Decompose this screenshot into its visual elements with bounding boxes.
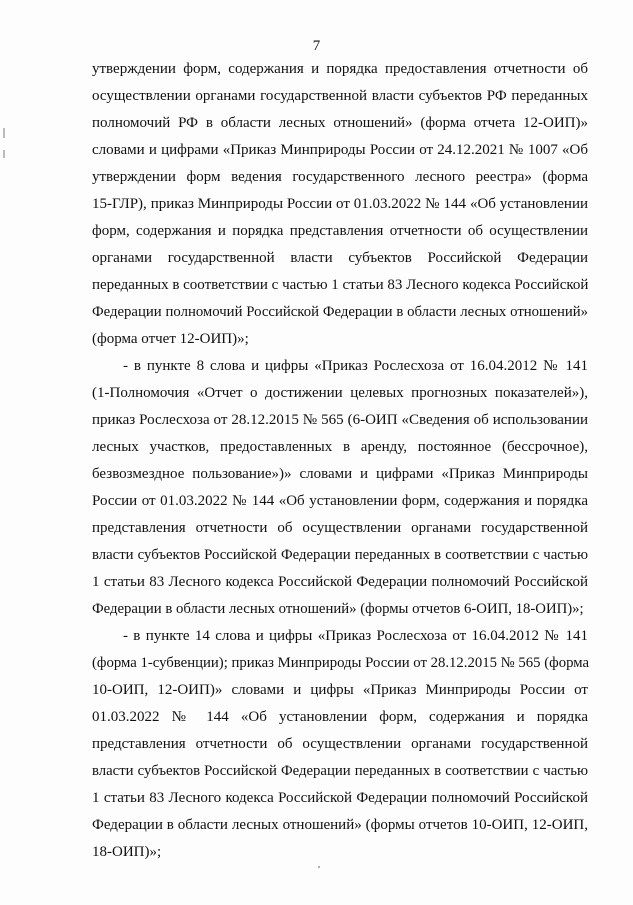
text-line: (1-Полномочия «Отчет о достижении целевых прогнозных показателей»), [92, 385, 588, 401]
text-line: полномочий РФ в области лесных отношений» (форма отчета 12-ОИП)» [92, 115, 588, 131]
text-line: утверждении форм ведения государственного лесного реестра» (форма [92, 169, 588, 185]
text-line: Федерации в области лесных отношений» (формы отчетов 6-ОИП, 18-ОИП)»; [92, 601, 584, 617]
text-line: - в пункте 8 слова и цифры «Приказ Рослесхоза от 16.04.2012 № 141 [123, 358, 588, 374]
text-line: органами государственной власти субъектов Российской Федерации [92, 250, 588, 266]
text-line: утверждении форм, содержания и порядка предоставления отчетности об [92, 61, 588, 77]
text-line: России от 01.03.2022 № 144 «Об установлении форм, содержания и порядка [92, 493, 588, 509]
text-line: переданных в соответствии с частью 1 статьи 83 Лесного кодекса Российской [92, 277, 589, 293]
text-line: 10-ОИП, 12-ОИП)» словами и цифры «Приказ Минприроды России от [92, 682, 588, 698]
text-line: 1 статьи 83 Лесного кодекса Российской Федерации полномочий Российской [92, 790, 588, 806]
text-line: 01.03.2022 № 144 «Об установлении форм, содержания и порядка [92, 709, 588, 725]
text-line: 18-ОИП)»; [92, 844, 162, 860]
text-line: Федерации полномочий Российской Федерации в области лесных отношений» [92, 304, 588, 320]
scan-margin-mark [3, 128, 5, 138]
text-line: осуществлении органами государственной власти субъектов РФ переданных [92, 88, 588, 104]
text-line: Федерации в области лесных отношений» (формы отчетов 10-ОИП, 12-ОИП, [92, 817, 588, 833]
text-line: форм, содержания и порядка представления отчетности об осуществлении [92, 223, 588, 239]
text-line: лесных участков, предоставленных в аренду, постоянное (бессрочное), [92, 439, 588, 455]
text-line: словами и цифрами «Приказ Минприроды России от 24.12.2021 № 1007 «Об [92, 142, 588, 158]
text-line: приказ Рослесхоза от 28.12.2015 № 565 (6-ОИП «Сведения об использовании [92, 412, 588, 428]
scan-speck [318, 866, 320, 868]
scan-margin-mark [3, 150, 5, 158]
text-line: представления отчетности об осуществлении органами государственной [92, 736, 588, 752]
text-line: (форма отчет 12-ОИП)»; [92, 331, 249, 347]
text-line: власти субъектов Российской Федерации переданных в соответствии с частью [92, 763, 588, 779]
text-line: 1 статьи 83 Лесного кодекса Российской Федерации полномочий Российской [92, 574, 588, 590]
text-line: - в пункте 14 слова и цифры «Приказ Рослесхоза от 16.04.2012 № 141 [123, 628, 588, 644]
text-line: безвозмездное пользование»)» словами и цифрами «Приказ Минприроды [92, 466, 588, 482]
page-number: 7 [312, 38, 321, 54]
text-line: власти субъектов Российской Федерации переданных в соответствии с частью [92, 547, 588, 563]
text-line: (форма 1-субвенции); приказ Минприроды России от 28.12.2015 № 565 (форма [92, 655, 590, 671]
text-line: 15-ГЛР), приказ Минприроды России от 01.03.2022 № 144 «Об установлении [92, 196, 588, 212]
text-line: представления отчетности об осуществлении органами государственной [92, 520, 588, 536]
